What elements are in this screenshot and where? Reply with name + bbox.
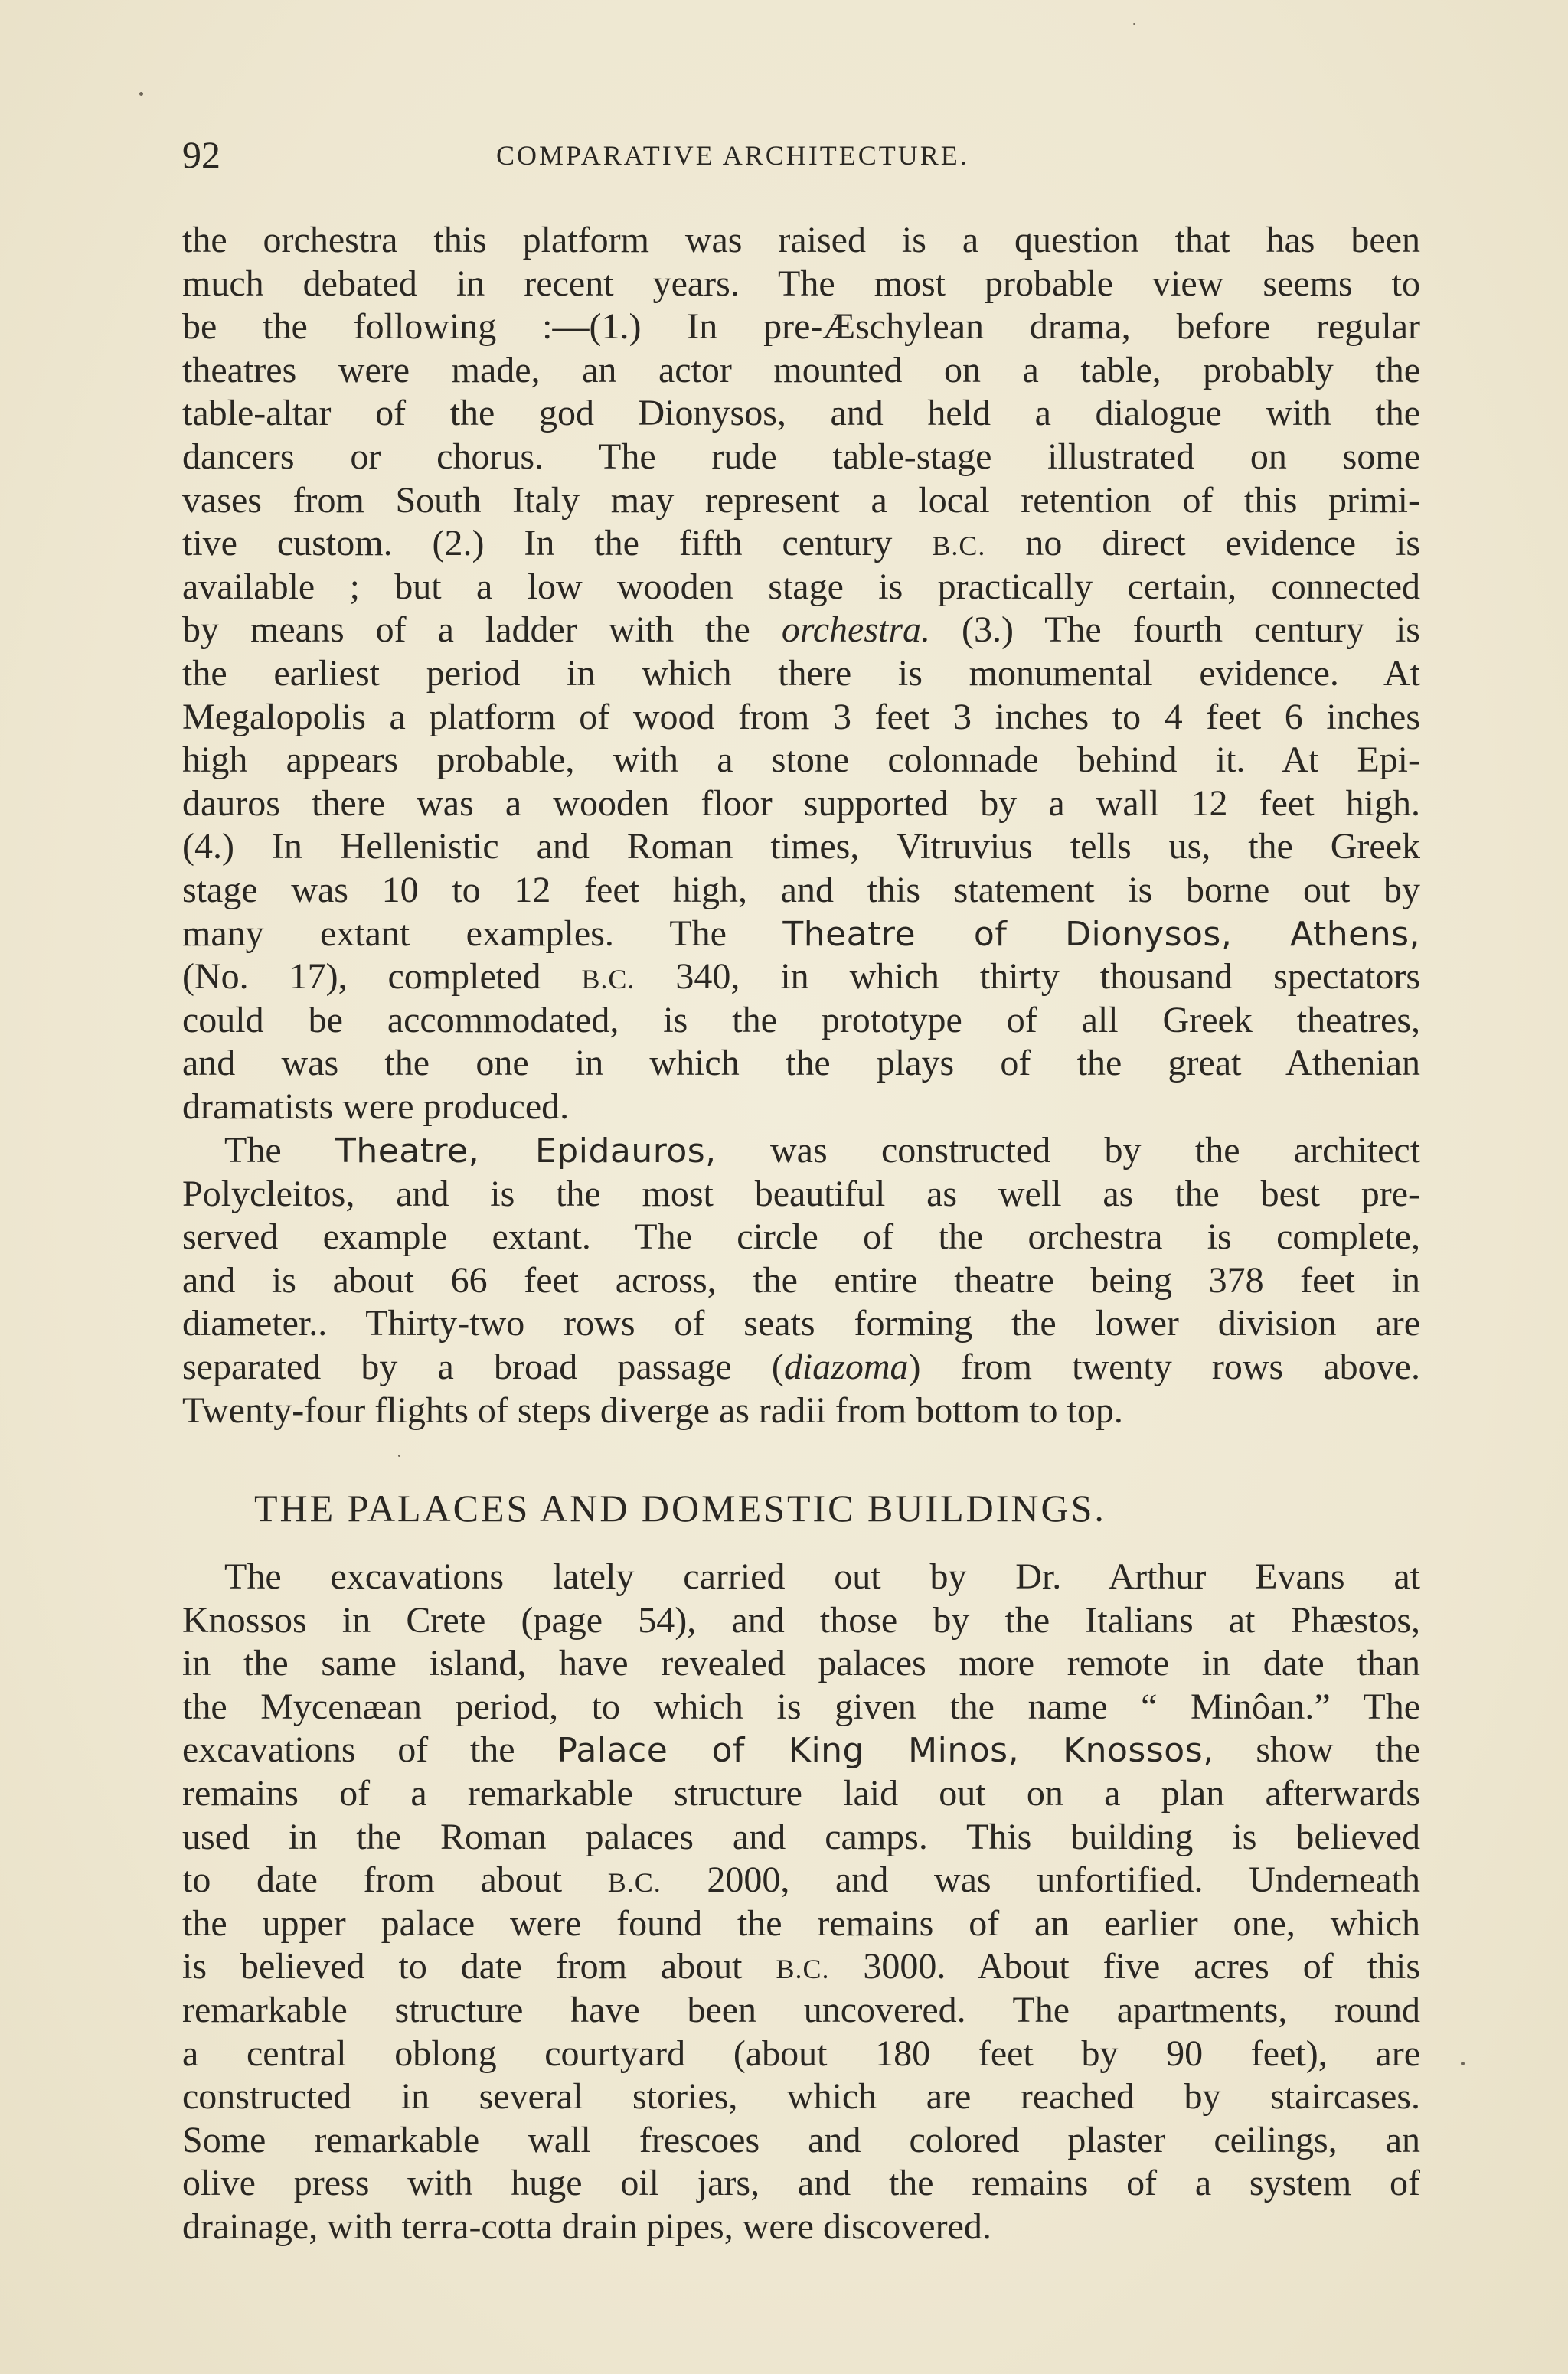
text-line: a central oblong courtyard (about 180 feet by 90 feet), are <box>182 2033 1420 2074</box>
text-line: and is about 66 feet across, the entire theatre being 378 feet in <box>182 1259 1420 1301</box>
paper-speck <box>139 92 143 96</box>
text-segment: show the <box>1256 1729 1421 1771</box>
paragraph-epidauros <box>182 1129 1420 1432</box>
building-name: Palace of King Minos, Knossos, <box>557 1731 1214 1771</box>
text-line <box>182 1729 1420 1772</box>
text-line: diameter.. Thirty-two rows of seats forming the lower division are <box>182 1303 1420 1344</box>
text-line <box>182 1945 1420 1989</box>
building-name: Theatre of Dionysos, Athens, <box>782 914 1421 954</box>
italic-term: diazoma <box>783 1346 909 1387</box>
text-line <box>182 1859 1420 1902</box>
paragraph-theatre-stage <box>182 219 1420 1128</box>
text-segment: tive custom. (2.) In the fifth century <box>182 523 893 564</box>
text-line: used in the Roman palaces and camps. This building is believed <box>182 1816 1420 1857</box>
text-line: Some remarkable wall frescoes and colored plaster ceilings, an <box>182 2119 1420 2160</box>
text-line: much debated in recent years. The most probable view seems to <box>182 263 1420 304</box>
text-line: (4.) In Hellenistic and Roman times, Vitruvius tells us, the Greek <box>182 826 1420 867</box>
text-segment: 340, in which thirty thousand spectators <box>675 956 1421 998</box>
paragraph-palaces <box>182 1556 1420 2249</box>
text-line: dancers or chorus. The rude table-stage illustrated on some <box>182 436 1420 477</box>
text-segment: separated by a broad passage ( <box>182 1346 784 1387</box>
text-line <box>182 1346 1420 1389</box>
text-segment: by means of a ladder with the <box>182 609 750 651</box>
text-segment: ) from twenty rows above. <box>908 1346 1420 1387</box>
text-segment: to date from about <box>182 1860 563 1901</box>
paper-speck <box>1133 23 1135 25</box>
paper-speck <box>1461 2062 1465 2065</box>
small-caps-era: B.C. <box>932 531 986 562</box>
building-name: Theatre, Epidauros, <box>335 1131 717 1171</box>
text-line: dramatists were produced. <box>182 1086 570 1127</box>
text-line: could be accommodated, is the prototype of all Greek theatres, <box>182 999 1420 1040</box>
text-segment: 2000, and was unfortified. Underneath <box>707 1860 1421 1901</box>
text-line: Knossos in Crete (page 54), and those by the Italians at Phæstos, <box>182 1599 1420 1641</box>
text-line: in the same island, have revealed palaces more remote in date than <box>182 1643 1420 1684</box>
text-segment: The <box>224 1130 282 1171</box>
paper-speck <box>398 1455 400 1457</box>
text-line: table-altar of the god Dionysos, and held a dialogue with the <box>182 393 1420 434</box>
text-line: constructed in several stories, which are reached by staircases. <box>182 2076 1420 2118</box>
section-heading: THE PALACES AND DOMESTIC BUILDINGS. <box>254 1487 1106 1530</box>
text-segment: excavations of the <box>182 1729 515 1771</box>
text-line <box>182 955 1420 999</box>
text-line: Polycleitos, and is the most beautiful as well as the best pre- <box>182 1173 1420 1214</box>
text-line: available ; but a low wooden stage is practically certain, connected <box>182 566 1420 607</box>
text-line <box>182 913 1420 956</box>
text-line: be the following :—(1.) In pre-Æschylean drama, before regular <box>182 306 1420 348</box>
small-caps-era: B.C. <box>776 1954 830 1985</box>
text-line: the earliest period in which there is monumental evidence. At <box>182 652 1420 694</box>
text-segment: many extant examples. The <box>182 913 727 954</box>
text-line: dauros there was a wooden floor supported by a wall 12 feet high. <box>182 782 1420 824</box>
text-segment: no direct evidence is <box>1025 523 1421 564</box>
text-line: vases from South Italy may represent a local retention of this primi- <box>182 479 1420 521</box>
page-header <box>182 132 1438 178</box>
text-line: olive press with huge oil jars, and the remains of a system of <box>182 2163 1420 2204</box>
text-line: Twenty-four flights of steps diverge as radii from bottom to top. <box>182 1389 1123 1431</box>
text-line: Megalopolis a platform of wood from 3 feet 3 inches to 4 feet 6 inches <box>182 696 1420 737</box>
text-line <box>182 1129 1420 1173</box>
text-segment: (3.) The fourth century is <box>962 609 1420 651</box>
text-segment: (No. 17), completed <box>182 956 541 998</box>
text-line: high appears probable, with a stone colonnade behind it. At Epi- <box>182 740 1420 781</box>
text-line: remarkable structure have been uncovered. The apartments, round <box>182 1989 1420 2030</box>
text-line: served example extant. The circle of the orchestra is complete, <box>182 1216 1420 1258</box>
text-line: theatres were made, an actor mounted on a table, probably the <box>182 349 1420 390</box>
running-head: COMPARATIVE ARCHITECTURE. <box>496 140 969 171</box>
small-caps-era: B.C. <box>607 1867 662 1899</box>
italic-term: orchestra. <box>781 609 931 651</box>
text-line: The excavations lately carried out by Dr. Arthur Evans at <box>224 1556 1420 1597</box>
text-segment: is believed to date from about <box>182 1946 743 1987</box>
text-line <box>182 522 1420 566</box>
text-line: stage was 10 to 12 feet high, and this statement is borne out by <box>182 869 1420 910</box>
text-line: the Mycenæan period, to which is given the name “ Minôan.” The <box>182 1686 1420 1727</box>
page-number: 92 <box>182 133 220 176</box>
text-line: the orchestra this platform was raised is a question that has been <box>182 220 1420 260</box>
text-line: remains of a remarkable structure laid out on a plan afterwards <box>182 1772 1420 1814</box>
text-line: drainage, with terra-cotta drain pipes, were discovered. <box>182 2206 991 2247</box>
text-segment: was constructed by the architect <box>770 1130 1421 1171</box>
text-line <box>182 609 1420 652</box>
text-line: and was the one in which the plays of the great Athenian <box>182 1043 1420 1084</box>
text-line: the upper palace were found the remains of an earlier one, which <box>182 1902 1420 1944</box>
text-segment: 3000. About five acres of this <box>863 1946 1420 1987</box>
small-caps-era: B.C. <box>581 964 635 995</box>
